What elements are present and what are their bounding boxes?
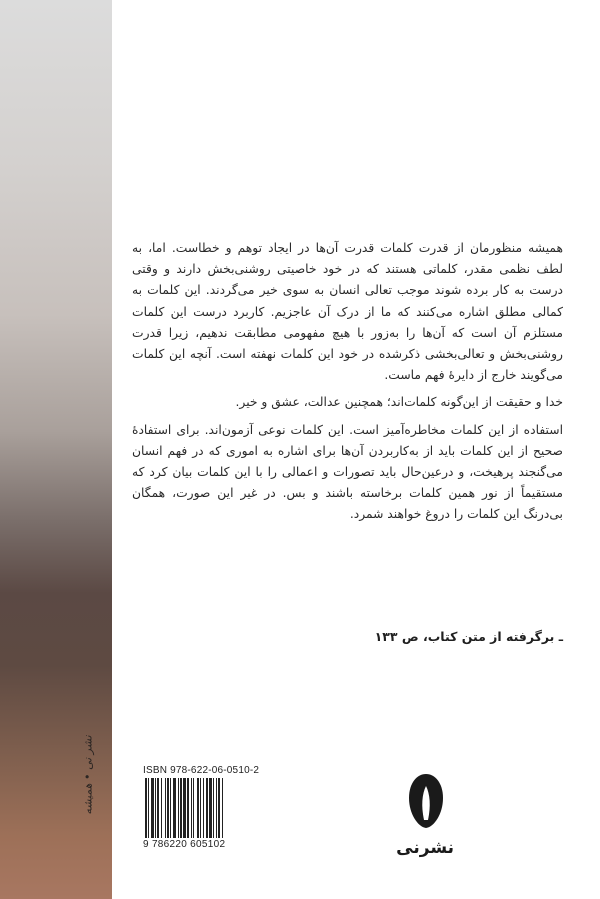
publisher-reed-icon: [403, 772, 449, 830]
blurb-paragraph-2: خدا و حقیقت از این‌گونه کلمات‌اند؛ همچنین عدالت، عشق و خیر.: [235, 395, 563, 410]
barcode-icon: [143, 778, 255, 838]
publisher-name: نشرنی: [396, 838, 454, 858]
isbn-label: ISBN 978-622-06-0510-2: [143, 765, 260, 776]
isbn-barcode: [143, 765, 260, 850]
book-spine: [0, 0, 112, 899]
blurb-paragraph-3: استفاده از این کلمات مخاطره‌آمیز است. این کلمات نوعی آزمون‌اند. برای استفادهٔ صحیح از این کلمات باید از به‌کاربردن آن‌ها برای اشاره به اموری که در فهم انسان می‌گنجند پرهیخت، و درعین‌حال باید تصورات و اعمالی را با این کلمات بیان کرد که مستقیماً از نور همین کلمات برخاسته باشند و بس. در غیر این صورت، همگان بی‌درنگ این کلمات را دروغ خواهند شمرد.: [132, 422, 563, 522]
blurb-text: [132, 238, 563, 526]
publisher-logo: [398, 772, 454, 872]
blurb-paragraph-1: همیشه منظورمان از قدرت کلمات قدرت آن‌ها در ایجاد توهم و خطاست. اما، به لطف نظمی مقدر، کلماتی هستند که در خود خاصیتی روشنی‌بخش دارند و وقتی درست به کار برده شوند موجب تعالی انسان به سوی خیر می‌گردند. این کلمات به کمالی مطلق اشاره می‌کنند که ما از درک آن عاجزیم. کاربرد درست این کلمات مستلزم آن است که آن‌ها را به‌زور با هیچ مفهومی مطابقت ندهیم، زیرا قدرت روشنی‌بخش و تعالی‌بخشی ذکرشده در خود این کلمات نهفته است. آنچه این کلمات می‌گویند خارج از دایرهٔ فهم ماست.: [132, 241, 563, 383]
spine-handwriting: [68, 690, 108, 860]
barcode-number: 9 786220 605102: [143, 839, 226, 850]
spine-text: نشر نی • همیشه: [81, 735, 95, 815]
source-citation: ـ برگرفته از متن کتاب، ص ۱۳۳: [374, 629, 563, 644]
